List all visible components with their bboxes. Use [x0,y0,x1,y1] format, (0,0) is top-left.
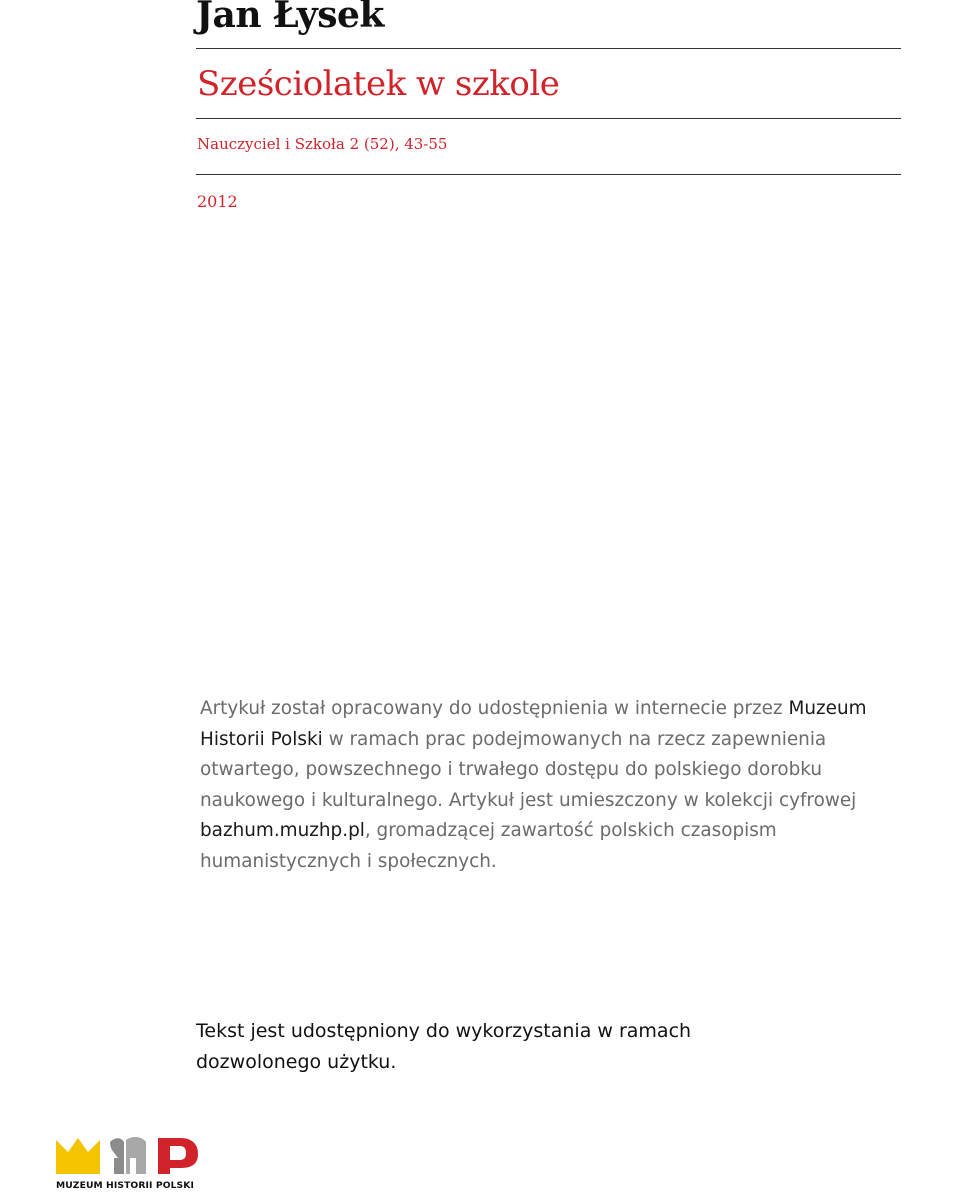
museum-logo-text: MUZEUM HISTORII POLSKI [56,1180,195,1191]
collection-link[interactable]: bazhum.muzhp.pl [200,820,365,841]
publication-year: 2012 [197,192,238,211]
museum-logo [56,1134,200,1194]
museum-logo-icon [56,1134,200,1180]
notice-text-1: Artykuł został opracowany do udostępnienia w internecie przez [200,698,789,719]
article-title: Sześciolatek w szkole [197,64,560,104]
divider-2 [196,118,901,119]
notice-text-3: , gromadzącej zawartość polskich czasopism humanistycznych i społecznych. [200,820,777,872]
divider-3 [196,174,901,175]
journal-source: Nauczyciel i Szkoła 2 (52), 43-55 [197,135,448,153]
author-name: Jan Łysek [196,0,384,36]
divider-1 [196,48,901,49]
availability-notice [200,694,880,877]
notice-text-2: w ramach prac podejmowanych na rzecz zapewnienia otwartego, powszechnego i trwałego dostępu do polskiego dorobku naukowego i kulturalnego. Artykuł jest umieszczony w kolekcji cyfrowej [200,728,857,811]
license-notice: Tekst jest udostępniony do wykorzystania w ramach dozwolonego użytku. [196,1020,692,1073]
museum-name: Muzeum Historii Polski [200,698,867,750]
